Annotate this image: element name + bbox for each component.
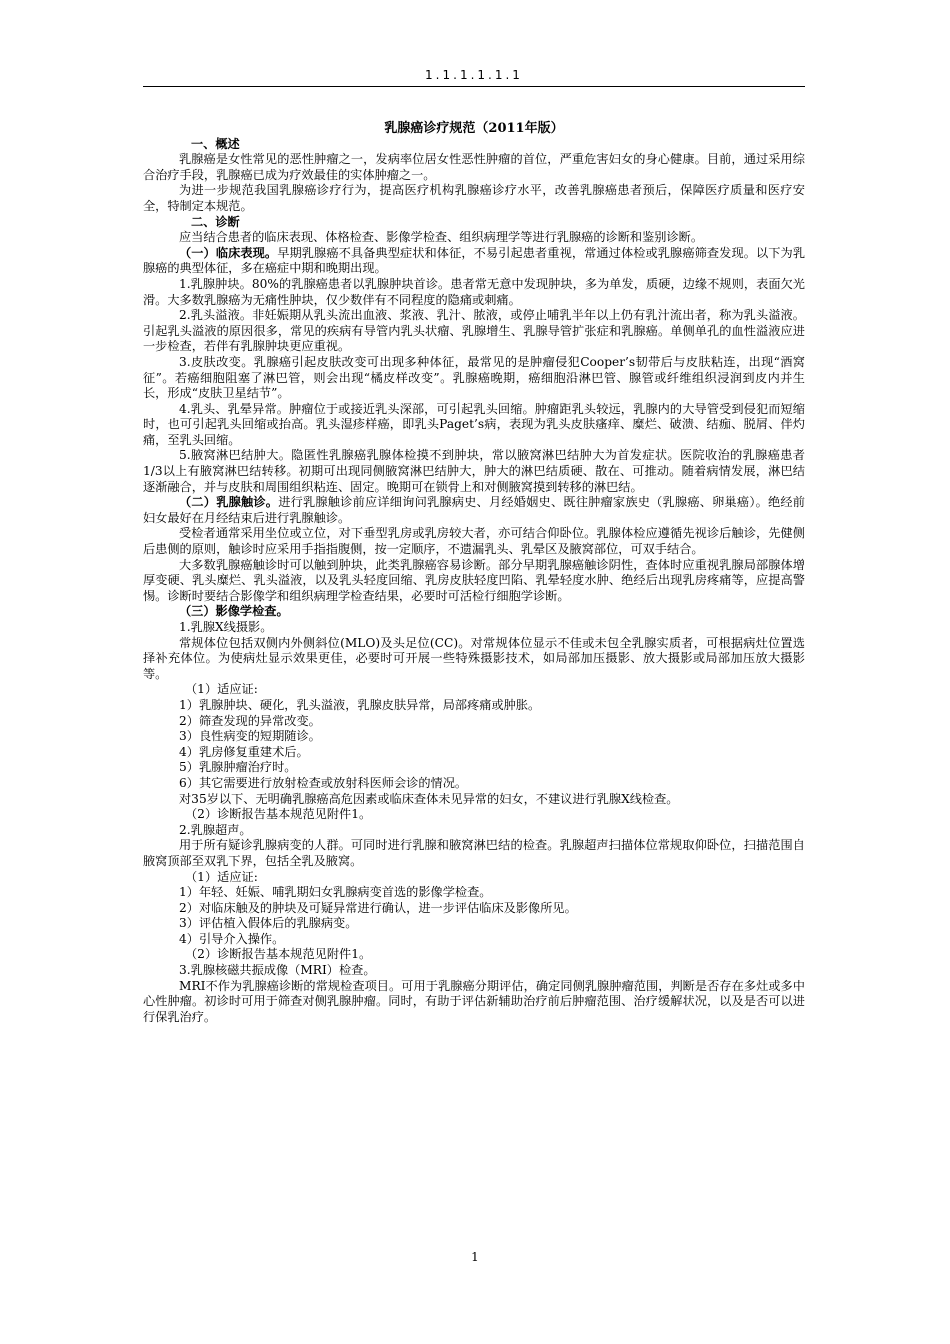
section-heading-overview: 一、概述 — [191, 136, 240, 151]
paragraph: 应当结合患者的临床表现、体格检查、影像学检查、组织病理学等进行乳腺癌的诊断和鉴别诊断。 — [179, 230, 704, 245]
paragraph: 用于所有疑诊乳腺病变的人群。可同时进行乳腺和腋窝淋巴结的检查。乳腺超声扫描体位常规取仰卧位，扫描范围自腋窝顶部至双乳下界，包括全乳及腋窝。 — [143, 838, 805, 868]
subheading-imaging: （三）影像学检查。 — [179, 604, 289, 619]
paragraph: 为进一步规范我国乳腺癌诊疗行为，提高医疗机构乳腺癌诊疗水平，改善乳腺癌患者预后，保障医疗质量和医疗安全，特制定本规范。 — [143, 183, 805, 213]
clinical-item: 1.乳腺肿块。80%的乳腺癌患者以乳腺肿块首诊。患者常无意中发现肿块，多为单发，质硬，边缘不规则，表面欠光滑。大多数乳腺癌为无痛性肿块，仅少数伴有不同程度的隐痛或刺痛。 — [143, 276, 805, 307]
paragraph: 大多数乳腺癌触诊时可以触到肿块，此类乳腺癌容易诊断。部分早期乳腺癌触诊阴性，查体时应重视乳腺局部腺体增厚变硬、乳头糜烂、乳头溢液，以及乳头轻度回缩、乳房皮肤轻度凹陷、乳晕轻度水肿、绝经后出现乳房疼痛等，应提高警惕。诊断时要结合影像学和组织病理学检查结果，必要时可活检行细胞学诊断。 — [143, 557, 805, 603]
paragraph: 受检者通常采用坐位或立位，对下垂型乳房或乳房较大者，亦可结合仰卧位。乳腺体检应遵循先视诊后触诊，先健侧后患侧的原则，触诊时应采用手指指腹侧，按一定顺序，不遗漏乳头、乳晕区及腋窝部位，可双手结合。 — [143, 526, 805, 557]
indications-label: （1）适应证: — [185, 682, 258, 697]
indications-label: （1）适应证: — [185, 869, 258, 884]
indication-item: 2）对临床触及的肿块及可疑异常进行确认，进一步评估临床及影像所见。 — [179, 900, 577, 915]
indication-item: 5）乳腺肿瘤治疗时。 — [179, 760, 297, 775]
header-rule — [143, 86, 805, 87]
indication-item: 2）筛查发现的异常改变。 — [179, 713, 321, 728]
document-body — [143, 116, 805, 1025]
indication-item: 3）评估植入假体后的乳腺病变。 — [179, 916, 358, 931]
clinical-item: 5.腋窝淋巴结肿大。隐匿性乳腺癌乳腺体检摸不到肿块，常以腋窝淋巴结肿大为首发症状。医院收治的乳腺癌患者1/3以上有腋窝淋巴结转移。初期可出现同侧腋窝淋巴结肿大，肿大的淋巴结质硬、散在、可推动。随着病情发展，淋巴结逐渐融合，并与皮肤和周围组织粘连、固定。晚期可在锁骨上和对侧腋窝摸到转移的淋巴结。 — [143, 448, 805, 494]
paragraph-palpation — [143, 495, 805, 526]
clinical-item: 4.乳头、乳晕异常。肿瘤位于或接近乳头深部，可引起乳头回缩。肿瘤距乳头较远，乳腺内的大导管受到侵犯而短缩时，也可引起乳头回缩或抬高。乳头湿疹样癌，即乳头Paget’s病，表现为乳头皮肤瘙痒、糜烂、破溃、结痂、脱屑、伴灼痛，至乳头回缩。 — [143, 401, 805, 447]
imaging-us-title: 2.乳腺超声。 — [179, 822, 252, 837]
report-note: （2）诊断报告基本规范见附件1。 — [185, 807, 372, 822]
indication-item: 4）乳房修复重建术后。 — [179, 744, 309, 759]
document-title: 乳腺癌诊疗规范（2011年版） — [384, 121, 564, 136]
paragraph: 乳腺癌是女性常见的恶性肿瘤之一，发病率位居女性恶性肿瘤的首位，严重危害妇女的身心健康。目前，通过采用综合治疗手段，乳腺癌已成为疗效最佳的实体肿瘤之一。 — [143, 152, 805, 182]
palpation-text: 进行乳腺触诊前应详细询问乳腺病史、月经婚姻史、既往肿瘤家族史（乳腺癌、卵巢癌）。绝经前妇女最好在月经结束后进行乳腺触诊。 — [143, 495, 805, 525]
page-number: 1 — [471, 1250, 479, 1264]
subheading-clinical: （一）临床表现。 — [179, 245, 278, 260]
indication-item: 1）乳腺肿块、硬化，乳头溢液，乳腺皮肤异常，局部疼痛或肿胀。 — [179, 697, 541, 712]
indication-item: 6）其它需要进行放射检查或放射科医师会诊的情况。 — [179, 775, 468, 790]
indication-item: 1）年轻、妊娠、哺乳期妇女乳腺病变首选的影像学检查。 — [179, 885, 492, 900]
imaging-xray-title: 1.乳腺X线摄影。 — [179, 620, 273, 634]
clinical-text: 早期乳腺癌不具备典型症状和体征，不易引起患者重视，常通过体检或乳腺癌筛查发现。以下为乳腺癌的典型体征，多在癌症中期和晚期出现。 — [143, 245, 806, 276]
indication-item: 4）引导介入操作。 — [179, 931, 285, 946]
report-note: （2）诊断报告基本规范见附件1。 — [185, 947, 372, 962]
clinical-item: 3.皮肤改变。乳腺癌引起皮肤改变可出现多种体征，最常见的是肿瘤侵犯Cooper’s韧带后与皮肤粘连，出现“酒窝征”。若癌细胞阻塞了淋巴管，则会出现“橘皮样改变”。乳腺癌晚期，癌细胞沿淋巴管、腺管或纤维组织浸润到皮内并生长，形成“皮肤卫星结节”。 — [143, 354, 805, 401]
paragraph-clinical — [143, 246, 805, 277]
page-header: 1.1.1.1.1.1 — [425, 68, 523, 82]
paragraph: 常规体位包括双侧内外侧斜位(MLO)及头足位(CC)。对常规体位显示不佳或未包全乳腺实质者，可根据病灶位置选择补充体位。为使病灶显示效果更佳，必要时可开展一些特殊摄影技术，如局部加压摄影、放大摄影或局部加压放大摄影等。 — [143, 635, 805, 681]
indication-item: 3）良性病变的短期随诊。 — [179, 729, 321, 744]
paragraph: 对35岁以下、无明确乳腺癌高危因素或临床查体未见异常的妇女，不建议进行乳腺X线检查。 — [179, 791, 679, 806]
imaging-mri-title: 3.乳腺核磁共振成像（MRI）检查。 — [179, 963, 376, 978]
paragraph: MRI不作为乳腺癌诊断的常规检查项目。可用于乳腺癌分期评估，确定同侧乳腺肿瘤范围，判断是否存在多灶或多中心性肿瘤。初诊时可用于筛查对侧乳腺肿瘤。同时，有助于评估新辅助治疗前后肿瘤范围、治疗缓解状况，以及是否可以进行保乳治疗。 — [143, 978, 805, 1024]
subheading-palpation: （二）乳腺触诊。 — [179, 495, 279, 510]
section-heading-diagnosis: 二、诊断 — [191, 214, 240, 229]
clinical-item: 2.乳头溢液。非妊娠期从乳头流出血液、浆液、乳汁、脓液，或停止哺乳半年以上仍有乳汁流出者，称为乳头溢液。引起乳头溢液的原因很多，常见的疾病有导管内乳头状瘤、乳腺增生、乳腺导管扩张症和乳腺癌。单侧单孔的血性溢液应进一步检查，若伴有乳腺肿块更应重视。 — [143, 308, 805, 354]
